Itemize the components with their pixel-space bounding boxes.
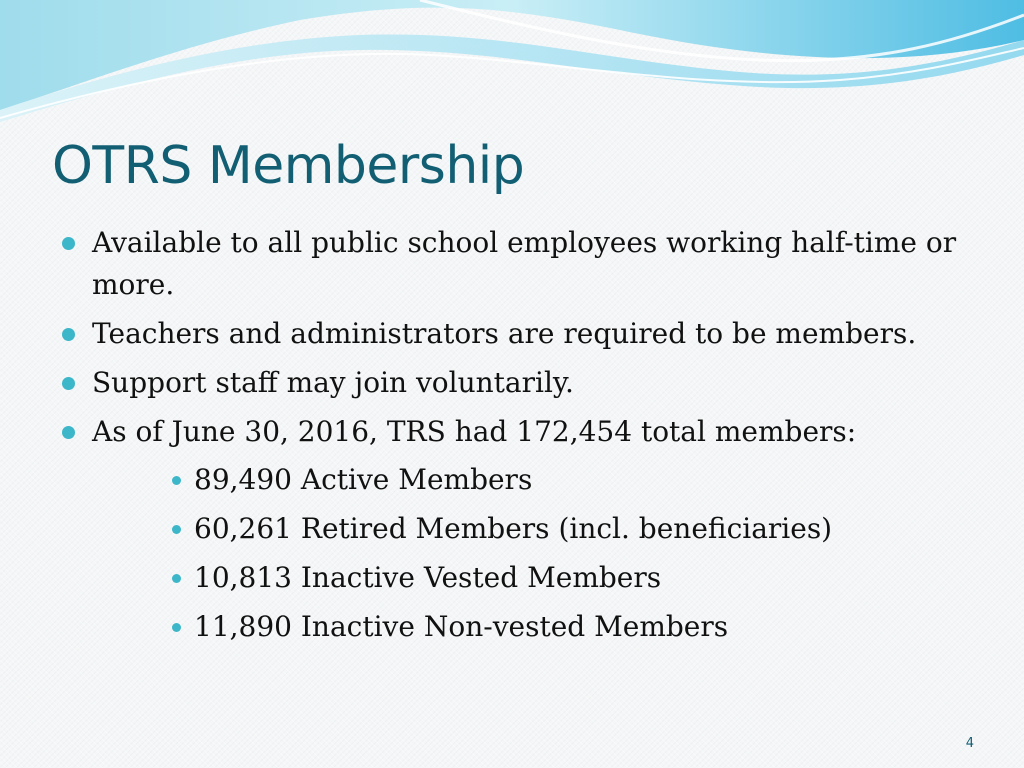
sub-bullet-text: 89,490 Active Members xyxy=(194,463,533,496)
sub-bullet-item xyxy=(172,606,832,648)
bullet-icon xyxy=(62,377,75,390)
slide-title: OTRS Membership xyxy=(52,136,525,196)
sub-bullet-icon xyxy=(172,525,181,534)
bullet-text: Available to all public school employees working half-time or more. xyxy=(92,226,957,301)
bullet-list xyxy=(60,222,960,460)
bullet-text: Teachers and administrators are required to be members. xyxy=(92,317,917,350)
bullet-item xyxy=(60,222,960,306)
bullet-icon xyxy=(62,328,75,341)
sub-bullet-text: 11,890 Inactive Non-vested Members xyxy=(194,610,729,643)
bullet-icon xyxy=(62,426,75,439)
bullet-text: As of June 30, 2016, TRS had 172,454 total members: xyxy=(92,415,857,448)
header-wave-decoration xyxy=(0,0,1024,125)
page-number: 4 xyxy=(965,736,974,751)
sub-bullet-text: 60,261 Retired Members (incl. beneficiaries) xyxy=(194,512,833,545)
bullet-item xyxy=(60,362,960,404)
sub-bullet-text: 10,813 Inactive Vested Members xyxy=(194,561,662,594)
sub-bullet-item xyxy=(172,557,832,599)
sub-bullet-icon xyxy=(172,574,181,583)
sub-bullet-item xyxy=(172,459,832,501)
sub-bullet-list xyxy=(172,459,832,655)
sub-bullet-icon xyxy=(172,623,181,632)
bullet-icon xyxy=(62,237,75,250)
sub-bullet-item xyxy=(172,508,832,550)
bullet-text: Support staff may join voluntarily. xyxy=(92,366,574,399)
sub-bullet-icon xyxy=(172,476,181,485)
bullet-item xyxy=(60,313,960,355)
bullet-item xyxy=(60,411,960,453)
